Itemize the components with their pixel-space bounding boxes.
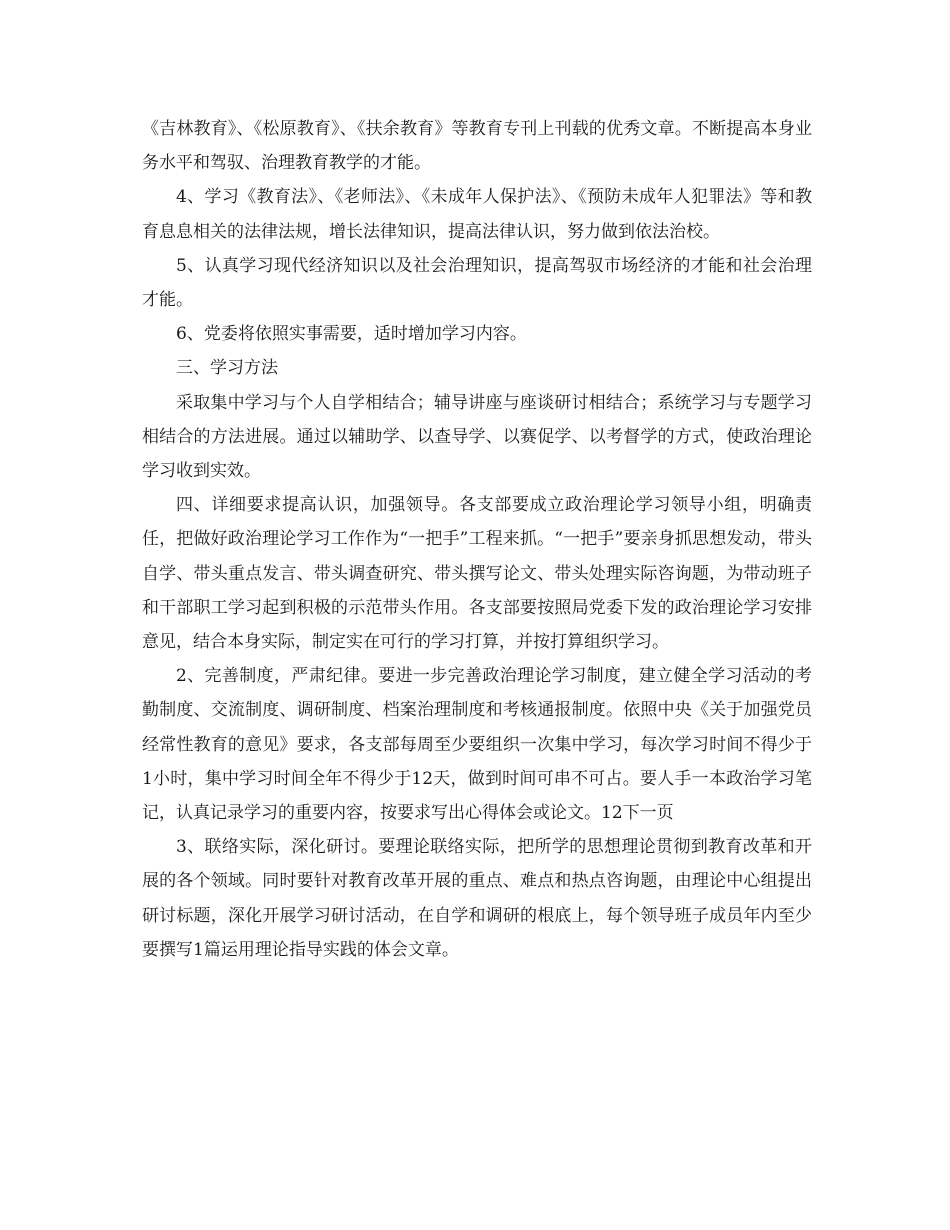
paragraph-4: 6、党委将依照实事需要，适时增加学习内容。 xyxy=(176,324,527,345)
paragraph-9: 3、联络实际，深化研讨。要理论联络实际，把所学的思想理论贯彻到教育改革和开展的各个领域。同时要针对教育改革开展的重点、难点和热点咨询题，由理论中心组提出研讨标题，深化开展学习研讨活动，在自学和调研的根底上，每个领导班子成员年内至少要撰写1篇运用理论指导实践的体会文章。 xyxy=(142,837,812,960)
paragraph-3: 5、认真学习现代经济知识以及社会治理知识，提高驾驭市场经济的才能和社会治理才能。 xyxy=(142,255,812,311)
paragraph-7: 四、详细要求提高认识，加强领导。各支部要成立政治理论学习领导小组，明确责任，把做好政治理论学习工作作为“一把手”工程来抓。“一把手”要亲身抓思想发动，带头自学、带头重点发言、带头调查研究、带头撰写论文、带头处理实际咨询题，为带动班子和干部职工学习起到积极的示范带头作用。各支部要按照局党委下发的政治理论学习安排意见，结合本身实际，制定实在可行的学习打算，并按打算组织学习。 xyxy=(142,495,812,653)
paragraph-1: 《吉林教育》、《松原教育》、《扶余教育》等教育专刊上刊载的优秀文章。不断提高本身业务水平和驾驭、治理教育教学的才能。 xyxy=(142,119,812,174)
paragraph-8: 2、完善制度，严肃纪律。要进一步完善政治理论学习制度，建立健全学习活动的考勤制度、交流制度、调研制度、档案治理制度和考核通报制度。依照中央《关于加强党员经常性教育的意见》要求，各支部每周至少要组织一次集中学习，每次学习时间不得少于1小时，集中学习时间全年不得少于12天，做到时间可串不可占。要人手一本政治学习笔记，认真记录学习的重要内容，按要求写出心得体会或论文。12下一页 xyxy=(142,666,812,824)
document-body xyxy=(142,112,812,967)
paragraph-2: 4、学习《教育法》、《老师法》、《未成年人保护法》、《预防未成年人犯罪法》等和教育息息相关的法律法规，增长法律知识，提高法律认识，努力做到依法治校。 xyxy=(142,187,812,242)
section-heading-methods: 三、学习方法 xyxy=(176,358,278,379)
paragraph-6: 采取集中学习与个人自学相结合；辅导讲座与座谈研讨相结合；系统学习与专题学习相结合的方法进展。通过以辅助学、以查导学、以赛促学、以考督学的方式，使政治理论学习收到实效。 xyxy=(142,392,812,482)
